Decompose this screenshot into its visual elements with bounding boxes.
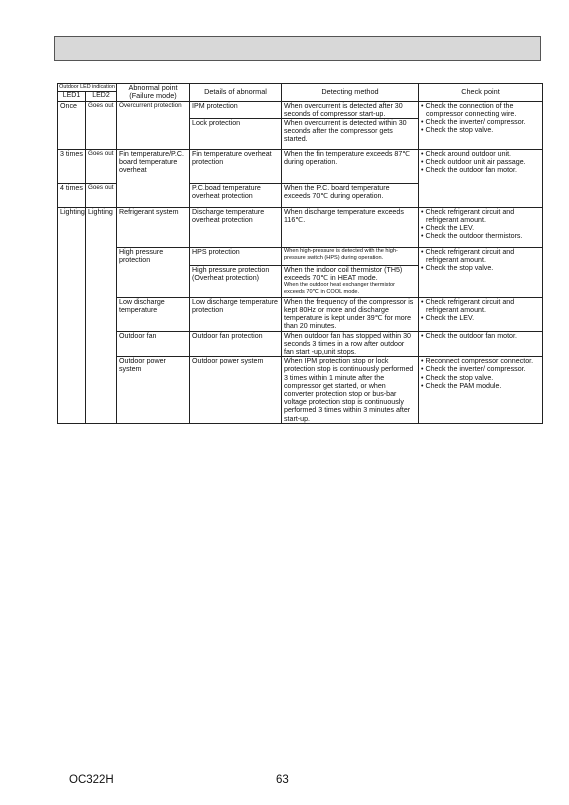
table-row bbox=[58, 331, 543, 357]
check-item: • Check the stop valve. bbox=[421, 373, 494, 382]
check-item: • Check the LEV. bbox=[421, 224, 475, 233]
details-cell: Fin temperature overheat protection bbox=[190, 149, 282, 183]
led1-cell: Lighting bbox=[58, 207, 86, 423]
details-header: Details of abnormal bbox=[190, 84, 282, 102]
details-cell: P.C.boad temperature overheat protection bbox=[190, 183, 282, 207]
led-indication-header: Outdoor LED indication bbox=[59, 84, 115, 91]
check-item: • Check around outdoor unit. bbox=[421, 149, 512, 158]
detecting-method-cell: When outdoor fan has stopped within 30 seconds 3 times in a row after outdoor fan start -up,unit stops. bbox=[282, 331, 419, 357]
detect-text: When overcurrent is detected after 30 seconds of compressor start-up. bbox=[284, 101, 403, 119]
check-item: • Check refrigerant circuit and refrigerant amount. bbox=[421, 207, 515, 225]
abnormal-point-cell: Outdoor power system bbox=[117, 357, 190, 424]
details-text: HPS protection bbox=[192, 247, 240, 256]
details-text: Lock protection bbox=[190, 118, 281, 127]
check-point-cell bbox=[419, 207, 543, 247]
led1-cell: Once bbox=[58, 101, 86, 149]
led2-cell: Goes out bbox=[86, 183, 117, 207]
details-cell bbox=[190, 247, 282, 297]
led2-cell: Goes out bbox=[86, 149, 117, 183]
abnormal-point-cell: Low discharge temperature bbox=[117, 297, 190, 331]
table-row bbox=[58, 247, 543, 297]
led2-header: LED2 bbox=[86, 91, 117, 101]
check-point-cell bbox=[419, 357, 543, 424]
page-number: 63 bbox=[276, 774, 289, 786]
detect-text: When the indoor coil thermistor (TH5) exceeds 70℃ in HEAT mode. bbox=[282, 265, 418, 282]
section-header-bar bbox=[54, 36, 541, 61]
detecting-method-cell: When the frequency of the compressor is kept 80Hz or more and discharge temperature is kept under 39℃ for more than 20 minutes. bbox=[282, 297, 419, 331]
check-point-header: Check point bbox=[419, 84, 543, 102]
abnormal-point-cell: Fin temperature/P.C. board temperature overheat bbox=[117, 149, 190, 207]
abnormal-point-header bbox=[117, 84, 190, 102]
details-cell: Low discharge temperature protection bbox=[190, 297, 282, 331]
check-item: • Check the connection of the compressor connecting wire. bbox=[421, 101, 517, 119]
detecting-method-cell bbox=[282, 247, 419, 297]
abnormal-point-cell: High pressure protection bbox=[117, 247, 190, 297]
details-cell bbox=[190, 101, 282, 149]
check-item: • Check the LEV. bbox=[421, 314, 475, 323]
check-item: • Check outdoor unit air passage. bbox=[421, 158, 526, 167]
check-item: • Check the inverter/ compressor. bbox=[421, 118, 526, 127]
check-point-cell bbox=[419, 149, 543, 207]
led1-cell: 3 times bbox=[58, 149, 86, 183]
fault-diagnosis-table bbox=[57, 83, 543, 424]
detecting-method-cell: When the P.C. board temperature exceeds 70℃ during operation. bbox=[282, 183, 419, 207]
check-item: • Check the outdoor fan motor. bbox=[421, 166, 517, 175]
led1-cell: 4 times bbox=[58, 183, 86, 207]
led2-cell: Goes out bbox=[86, 101, 117, 149]
check-item: • Check the outdoor fan motor. bbox=[421, 331, 517, 340]
check-item: • Check the inverter/ compressor. bbox=[421, 365, 526, 374]
details-cell: Discharge temperature overheat protection bbox=[190, 207, 282, 247]
details-cell: Outdoor fan protection bbox=[190, 331, 282, 357]
check-item: • Check refrigerant circuit and refrigerant amount. bbox=[421, 297, 515, 315]
failure-mode-label: (Failure mode) bbox=[129, 91, 177, 101]
abnormal-point-cell: Overcurrent protection bbox=[117, 101, 190, 149]
check-item: • Check the PAM module. bbox=[421, 381, 502, 390]
detecting-method-cell: When the fin temperature exceeds 87℃ during operation. bbox=[282, 149, 419, 183]
table-row bbox=[58, 101, 543, 149]
abnormal-point-label: Abnormal point bbox=[128, 83, 178, 92]
table-row bbox=[58, 207, 543, 247]
detecting-method-header: Detecting method bbox=[282, 84, 419, 102]
check-item: • Check refrigerant circuit and refrigerant amount. bbox=[421, 247, 515, 265]
check-point-cell bbox=[419, 297, 543, 331]
abnormal-point-cell: Refrigerant system bbox=[117, 207, 190, 247]
check-point-cell bbox=[419, 101, 543, 149]
table-row bbox=[58, 297, 543, 331]
check-point-cell bbox=[419, 247, 543, 297]
led2-cell: Lighting bbox=[86, 207, 117, 423]
detecting-method-cell bbox=[282, 101, 419, 149]
check-item: • Check the stop valve. bbox=[421, 126, 494, 135]
check-item: • Check the stop valve. bbox=[421, 264, 494, 273]
check-item: • Check the outdoor thermistors. bbox=[421, 232, 523, 241]
table-row bbox=[58, 357, 543, 424]
table-header-row bbox=[58, 84, 543, 92]
detect-text: When high-pressure is detected with the high-pressure switch (HPS) during operation. bbox=[284, 247, 398, 262]
check-item: • Reconnect compressor connector. bbox=[421, 357, 534, 366]
details-cell: Outdoor power system bbox=[190, 357, 282, 424]
detecting-method-cell: When discharge temperature exceeds 116℃. bbox=[282, 207, 419, 247]
check-point-cell bbox=[419, 331, 543, 357]
detecting-method-cell: When IPM protection stop or lock protection stop is continuously performed 3 times within 1 minute after the compressor get started, or when converter protection stop or bus-bar voltage protection stop is continuously performed 3 times within 3 minutes after start-up. bbox=[282, 357, 419, 424]
led1-header: LED1 bbox=[58, 91, 86, 101]
table-row bbox=[58, 149, 543, 183]
detect-text: When the outdoor heat exchanger thermistor exceeds 70℃ in COOL mode. bbox=[284, 282, 396, 296]
details-text: IPM protection bbox=[192, 101, 238, 110]
details-text: High pressure protection (Overheat protection) bbox=[190, 265, 281, 282]
detect-text: When overcurrent is detected within 30 seconds after the compressor gets started. bbox=[282, 118, 418, 144]
abnormal-point-cell: Outdoor fan bbox=[117, 331, 190, 357]
model-number: OC322H bbox=[69, 774, 114, 786]
